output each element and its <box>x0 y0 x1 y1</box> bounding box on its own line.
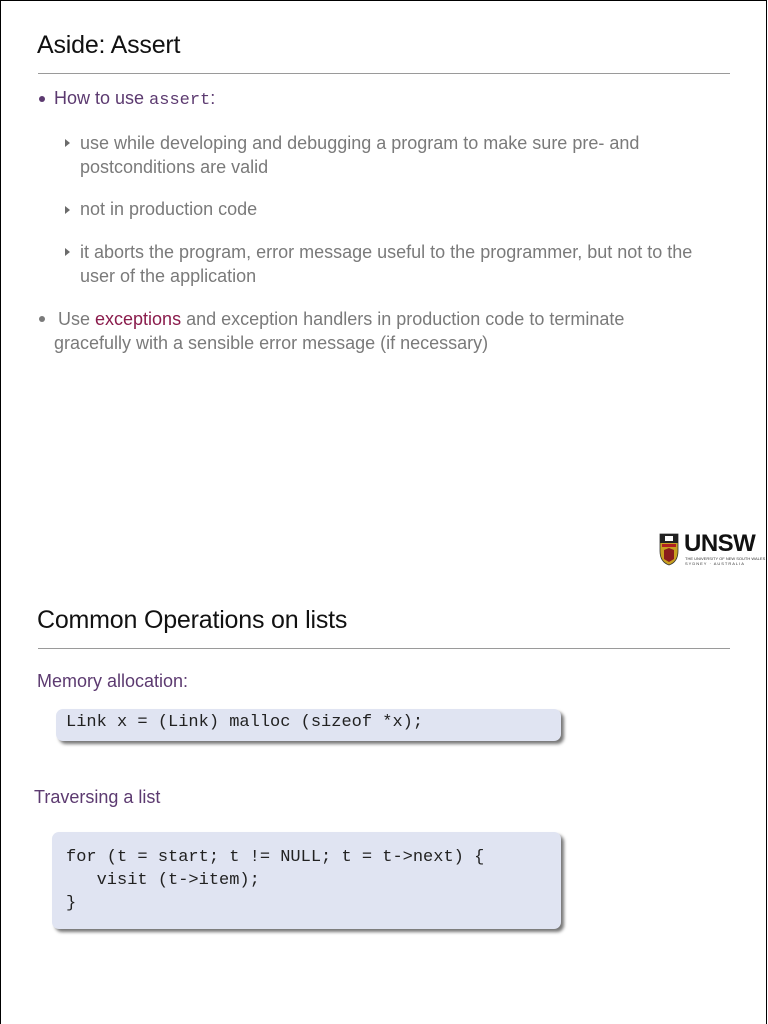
slide-list-operations <box>0 576 767 1024</box>
sub-bullet-line: use while developing and debugging a program to make sure pre- and <box>80 133 640 153</box>
bullet-text: How to use <box>54 88 150 108</box>
sub-bullet-triangle-icon <box>65 206 70 214</box>
bullet-how-to-use <box>54 86 215 113</box>
sub-bullet-triangle-icon <box>65 139 70 147</box>
bullet-colon: : <box>210 88 216 108</box>
code-block-malloc <box>56 709 561 741</box>
sub-bullet-line: user of the application <box>80 266 257 286</box>
sub-bullet-1 <box>80 131 740 179</box>
highlight-exceptions: exceptions <box>95 309 182 329</box>
bullet-dot <box>39 316 45 322</box>
code-lines <box>66 846 484 915</box>
code-block-traverse <box>52 832 561 929</box>
code-line: } <box>66 894 77 913</box>
unsw-logo <box>658 530 766 567</box>
inline-code-assert: assert <box>149 91 211 110</box>
logo-tagline: THE UNIVERSITY OF NEW SOUTH WALES <box>685 556 766 561</box>
bullet-exceptions <box>54 307 744 355</box>
sub-bullet-line: it aborts the program, error message useful to the programmer, but not to the <box>80 242 693 262</box>
bullet-dot <box>39 96 45 102</box>
bullet-text: Use <box>58 309 96 329</box>
sub-bullet-3 <box>80 240 750 288</box>
bullet-line: gracefully with a sensible error message (if necessary) <box>54 333 489 353</box>
section-heading: Memory allocation: <box>37 671 189 691</box>
logo-wordmark: UNSW <box>684 530 756 557</box>
bullet-text: and exception handlers in production code to terminate <box>181 309 625 329</box>
title-rule <box>38 73 730 74</box>
section-heading: Traversing a list <box>34 787 161 807</box>
code-line: Link x = (Link) malloc (sizeof *x); <box>66 713 424 732</box>
sub-bullet-line: postconditions are valid <box>80 157 269 177</box>
slide-title: Aside: Assert <box>37 31 181 59</box>
logo-tagline: SYDNEY · AUSTRALIA <box>685 561 745 566</box>
title-rule <box>38 648 730 649</box>
sub-bullet-line: not in production code <box>80 199 258 219</box>
sub-bullet-2 <box>80 197 740 221</box>
sub-bullet-triangle-icon <box>65 248 70 256</box>
code-line: for (t = start; t != NULL; t = t->next) { <box>66 848 485 867</box>
slide-title: Common Operations on lists <box>37 606 348 634</box>
code-line: visit (t->item); <box>66 871 260 890</box>
